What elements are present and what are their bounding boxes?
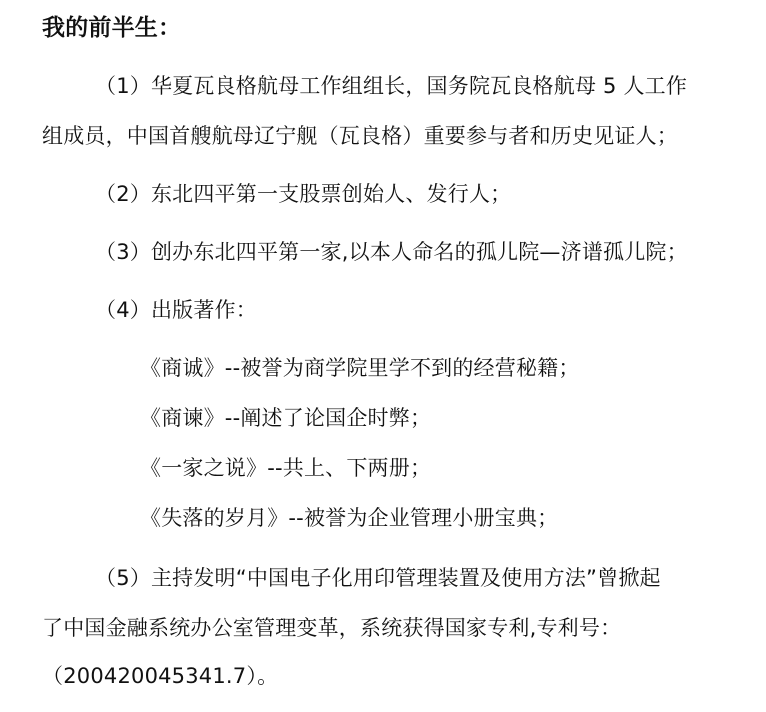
item-1-line-1: （1）华夏瓦良格航母工作组组长，国务院瓦良格航母 5 人工作 bbox=[95, 74, 688, 98]
item-4: （4）出版著作： bbox=[95, 298, 257, 322]
item-1-line-2: 组成员，中国首艘航母辽宁舰（瓦良格）重要参与者和历史见证人； bbox=[42, 124, 678, 148]
item-3: （3）创办东北四平第一家,以本人命名的孤儿院—济谱孤儿院； bbox=[95, 240, 688, 264]
book-item: 《一家之说》--共上、下两册； bbox=[140, 456, 432, 480]
book-item: 《商诚》--被誉为商学院里学不到的经营秘籍； bbox=[140, 356, 580, 380]
item-5-line-2: 了中国金融系统办公室管理变革，系统获得国家专利,专利号： bbox=[42, 616, 622, 640]
item-5-line-1: （5）主持发明“中国电子化用印管理装置及使用方法”曾掀起 bbox=[95, 566, 661, 590]
document-title: 我的前半生： bbox=[42, 15, 182, 41]
item-2: （2）东北四平第一支股票创始人、发行人； bbox=[95, 182, 512, 206]
book-item: 《失落的岁月》--被誉为企业管理小册宝典； bbox=[140, 506, 559, 530]
book-item: 《商谏》--阐述了论国企时弊； bbox=[140, 406, 432, 430]
item-5-line-3: （200420045341.7）。 bbox=[42, 664, 279, 688]
